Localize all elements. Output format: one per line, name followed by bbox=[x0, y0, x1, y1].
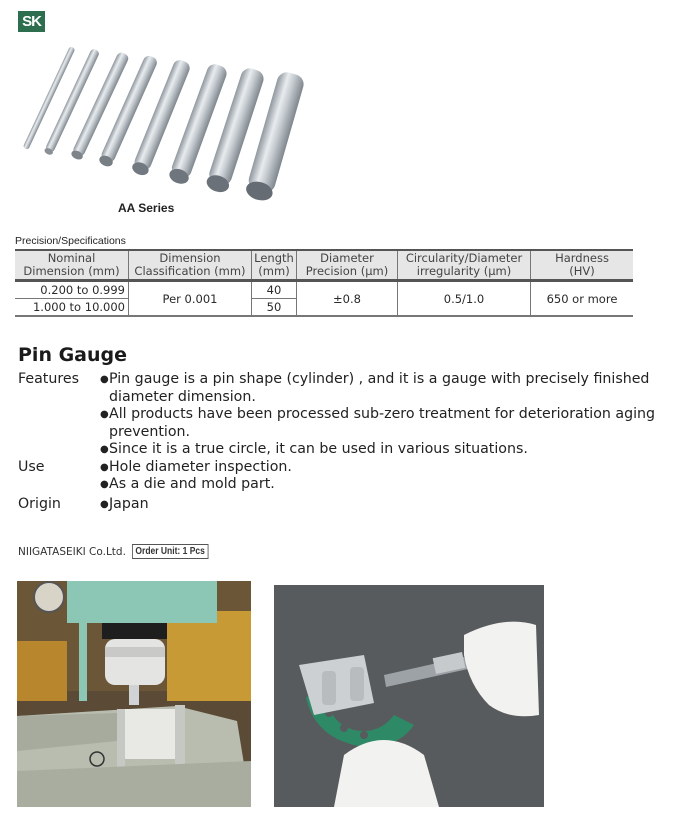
bullet-icon: ● bbox=[100, 498, 109, 510]
list-item: ● Japan bbox=[100, 495, 149, 512]
brand-logo: SK bbox=[18, 11, 45, 32]
section-label: Features bbox=[18, 371, 80, 387]
cell-diameter-precision: ±0.8 bbox=[297, 281, 398, 317]
spec-table bbox=[15, 249, 633, 317]
product-description bbox=[18, 371, 698, 513]
bullet-icon: ● bbox=[100, 479, 109, 490]
bullet-icon: ● bbox=[100, 461, 109, 473]
order-unit-badge: Order Unit: 1 Pcs bbox=[132, 544, 208, 559]
cell-classification: Per 0.001 bbox=[129, 281, 252, 317]
list-item: ● Pin gauge is a pin shape (cylinder) , and it is a gauge with precisely finished diameter dimension. bbox=[100, 371, 650, 405]
drill-press-photo bbox=[17, 581, 251, 807]
maker-info bbox=[18, 544, 222, 559]
section-label: Use bbox=[18, 458, 45, 475]
bullet-icon: ● bbox=[100, 409, 109, 420]
product-title: Pin Gauge bbox=[18, 344, 128, 366]
header-diameter-precision: Diameter Precision (μm) bbox=[297, 250, 398, 281]
micrometer-measuring-photo bbox=[274, 585, 544, 807]
header-classification: Dimension Classification (mm) bbox=[129, 250, 252, 281]
section-label: Origin bbox=[18, 495, 61, 512]
list-item: ● Since it is a true circle, it can be used in various situations. bbox=[100, 441, 528, 457]
header-circularity: Circularity/Diameter irregularity (μm) bbox=[398, 250, 531, 281]
list-item: ● Hole diameter inspection. bbox=[100, 458, 292, 475]
bullet-icon: ● bbox=[100, 444, 109, 455]
cell-nominal: 0.200 to 0.999 bbox=[15, 281, 129, 299]
maker-name: NIIGATASEIKI Co.Ltd. bbox=[18, 545, 126, 558]
table-row bbox=[15, 281, 633, 299]
series-caption: AA Series bbox=[118, 201, 175, 215]
cell-length: 40 bbox=[252, 281, 297, 299]
header-hardness: Hardness (HV) bbox=[531, 250, 634, 281]
spec-header-row bbox=[15, 250, 633, 281]
cell-nominal: 1.000 to 10.000 bbox=[15, 299, 129, 317]
header-length: Length (mm) bbox=[252, 250, 297, 281]
list-item: ● As a die and mold part. bbox=[100, 476, 275, 492]
header-nominal: Nominal Dimension (mm) bbox=[15, 250, 129, 281]
cell-circularity: 0.5/1.0 bbox=[398, 281, 531, 317]
list-item: ● All products have been processed sub-zero treatment for deterioration aging prevention. bbox=[100, 406, 656, 440]
section-origin bbox=[18, 496, 698, 514]
bullet-icon: ● bbox=[100, 374, 109, 385]
section-features bbox=[18, 371, 698, 459]
pin-gauge-set-illustration bbox=[18, 38, 318, 208]
product-image-pin-set bbox=[18, 38, 318, 208]
section-use bbox=[18, 459, 698, 494]
spec-title: Precision/Specifications bbox=[15, 235, 126, 247]
cell-hardness: 650 or more bbox=[531, 281, 634, 317]
cell-length: 50 bbox=[252, 299, 297, 317]
